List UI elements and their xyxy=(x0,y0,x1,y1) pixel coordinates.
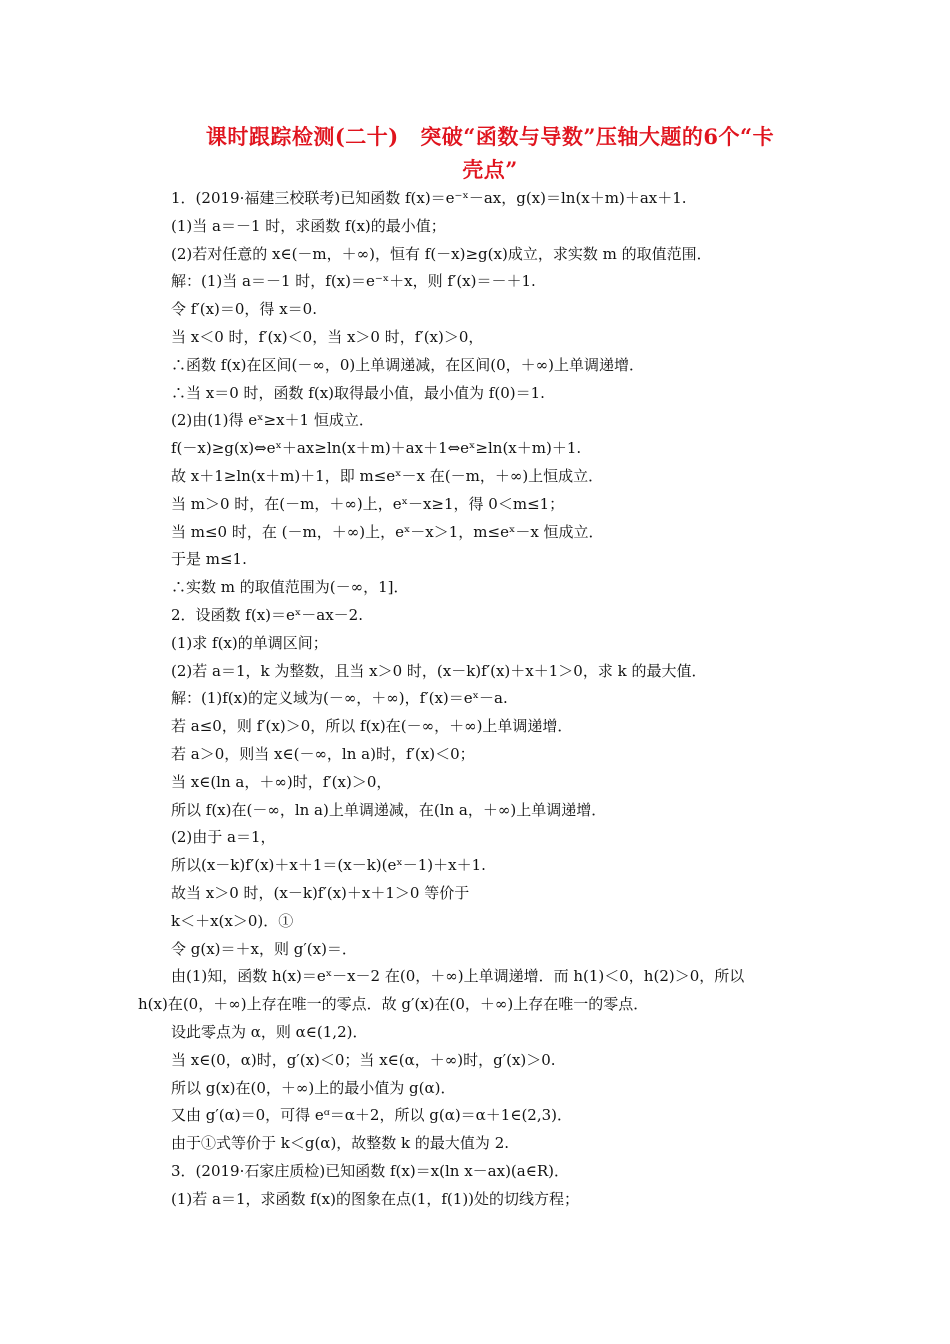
text-line: 故 x＋1≥ln(x＋m)＋1，即 m≤eˣ－x 在(－m，＋∞)上恒成立． xyxy=(171,466,604,485)
text-line: 若 a≤0，则 f′(x)＞0，所以 f(x)在(－∞，＋∞)上单调递增． xyxy=(171,717,573,736)
text-line: (2)若对任意的 x∈(－m，＋∞)，恒有 f(－x)≥g(x)成立，求实数 m 的取值范围． xyxy=(171,244,712,263)
text-line: 所以 f(x)在(－∞，ln a)上单调递减，在(ln a，＋∞)上单调递增． xyxy=(171,800,607,819)
text-line: 于是 m≤1. xyxy=(171,550,247,569)
text-line: f(－x)≥g(x)⇔eˣ＋ax≥ln(x＋m)＋ax＋1⇔eˣ≥ln(x＋m)＋1. xyxy=(171,439,582,458)
title-line-2: 壳点” xyxy=(462,157,518,182)
text-line: (1)当 a＝－1 时，求函数 f(x)的最小值； xyxy=(171,216,446,235)
text-line: ∴函数 f(x)在区间(－∞，0)上单调递减，在区间(0，＋∞)上单调递增． xyxy=(171,355,644,374)
text-line: 当 x∈(0，α)时，g′(x)＜0；当 x∈(α，＋∞)时，g′(x)＞0. xyxy=(171,1050,556,1069)
text-line: 当 m≤0 时，在 (－m，＋∞)上，eˣ－x＞1，m≤eˣ－x 恒成立． xyxy=(171,522,604,541)
text-line: 若 a＞0，则当 x∈(－∞，ln a)时，f′(x)＜0； xyxy=(171,744,475,763)
text-line: (1)若 a＝1，求函数 f(x)的图象在点(1，f(1))处的切线方程； xyxy=(171,1189,580,1208)
text-line: k＜＋x(x＞0)．① xyxy=(171,911,294,930)
page-title xyxy=(140,120,840,186)
text-line: ∴实数 m 的取值范围为(－∞，1]． xyxy=(171,578,409,597)
text-line: 令 f′(x)＝0，得 x＝0. xyxy=(171,300,317,319)
problem-1-statement: 1．(2019·福建三校联考)已知函数 f(x)＝e⁻ˣ－ax，g(x)＝ln(x＋m)＋ax＋1. xyxy=(171,189,687,207)
text-line: 由(1)知，函数 h(x)＝eˣ－x－2 在(0，＋∞)上单调递增．而 h(1)＜0，h(2)＞0，所以 xyxy=(171,967,745,986)
document-body xyxy=(138,185,818,1213)
text-line: (2)若 a＝1，k 为整数，且当 x＞0 时，(x－k)f′(x)＋x＋1＞0，求 k 的最大值． xyxy=(171,661,707,680)
text-line: 当 x∈(ln a，＋∞)时，f′(x)＞0， xyxy=(171,772,392,791)
text-line: 所以(x－k)f′(x)＋x＋1＝(x－k)(eˣ－1)＋x＋1. xyxy=(171,856,486,875)
text-line: 所以 g(x)在(0，＋∞)上的最小值为 g(α)． xyxy=(171,1078,456,1097)
text-line: (2)由(1)得 eˣ≥x＋1 恒成立． xyxy=(171,411,374,430)
text-line: (1)求 f(x)的单调区间； xyxy=(171,633,328,652)
title-line-1: 课时跟踪检测(二十) 突破“函数与导数”压轴大题的6个“卡 xyxy=(205,124,775,149)
text-line: 设此零点为 α，则 α∈(1,2)． xyxy=(171,1022,368,1041)
text-line: (2)由于 a＝1， xyxy=(171,828,276,847)
problem-3-statement: 3．(2019·石家庄质检)已知函数 f(x)＝x(ln x－ax)(a∈R)． xyxy=(171,1161,569,1180)
text-line: 又由 g′(α)＝0，可得 eᵅ＝α＋2，所以 g(α)＝α＋1∈(2,3)． xyxy=(171,1106,573,1125)
text-line-continued: h(x)在(0，＋∞)上存在唯一的零点．故 g′(x)在(0，＋∞)上存在唯一的零点． xyxy=(138,995,649,1014)
text-line: 当 m＞0 时，在(－m，＋∞)上，eˣ－x≥1，得 0＜m≤1； xyxy=(171,494,565,513)
problem-2-statement: 2．设函数 f(x)＝eˣ－ax－2. xyxy=(171,605,363,624)
text-line: 由于①式等价于 k＜g(α)，故整数 k 的最大值为 2. xyxy=(171,1134,509,1153)
text-line: 当 x＜0 时，f′(x)＜0，当 x＞0 时，f′(x)＞0， xyxy=(171,327,484,346)
solution-line: 解：(1)当 a＝－1 时，f(x)＝e⁻ˣ＋x，则 f′(x)＝－＋1. xyxy=(171,272,536,291)
text-line: 故当 x＞0 时，(x－k)f′(x)＋x＋1＞0 等价于 xyxy=(171,883,470,902)
text-line: 令 g(x)＝＋x，则 g′(x)＝． xyxy=(171,939,357,958)
text-line: ∴当 x＝0 时，函数 f(x)取得最小值，最小值为 f(0)＝1. xyxy=(171,383,545,402)
solution-line: 解：(1)f(x)的定义域为(－∞，＋∞)，f′(x)＝eˣ－a. xyxy=(171,689,508,708)
